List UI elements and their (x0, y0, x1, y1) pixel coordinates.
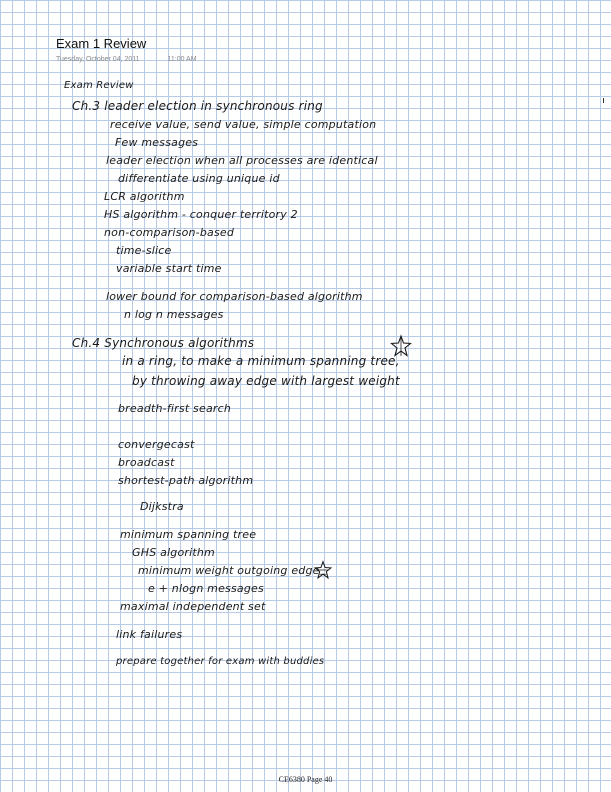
note-line: maximal independent set (120, 600, 266, 613)
note-line: prepare together for exam with buddies (116, 656, 325, 667)
star-icon (313, 560, 333, 580)
page-meta (56, 56, 197, 63)
note-line: LCR algorithm (104, 190, 185, 203)
page-footer: CE6380 Page 40 (278, 775, 333, 784)
note-line: link failures (116, 628, 183, 641)
note-line: variable start time (116, 262, 222, 275)
note-line: leader election when all processes are identical (106, 154, 378, 167)
note-line: differentiate using unique id (118, 172, 280, 185)
note-line: breadth-first search (118, 402, 232, 415)
note-line: shortest-path algorithm (118, 474, 254, 487)
note-line: minimum spanning tree (120, 528, 257, 541)
note-line: non-comparison-based (104, 226, 235, 239)
page-date: Tuesday, October 04, 2011 (56, 56, 140, 63)
note-line: Ch.3 leader election in synchronous ring (72, 99, 323, 113)
note-line: n log n messages (124, 308, 224, 321)
note-line: broadcast (118, 456, 175, 469)
note-line: Exam Review (64, 80, 134, 91)
note-line: in a ring, to make a minimum spanning tree, (122, 354, 400, 368)
note-line: minimum weight outgoing edge (138, 564, 320, 577)
note-line: Dijkstra (140, 500, 184, 513)
note-line: e + nlogn messages (148, 582, 264, 595)
page-title: Exam 1 Review (56, 36, 147, 51)
note-line: convergecast (118, 438, 195, 451)
note-line: Few messages (115, 136, 199, 149)
note-line: Ch.4 Synchronous algorithms (72, 336, 255, 350)
page-time: 11:00 AM (167, 56, 197, 63)
star-icon (390, 334, 412, 358)
note-line: lower bound for comparison-based algorithm (106, 290, 363, 303)
note-line: receive value, send value, simple computation (110, 118, 377, 131)
note-line: HS algorithm - conquer territory 2 (104, 208, 298, 221)
margin-mark (603, 98, 604, 103)
note-line: by throwing away edge with largest weight (132, 374, 400, 388)
note-line: GHS algorithm (132, 546, 215, 559)
note-line: time-slice (116, 244, 172, 257)
